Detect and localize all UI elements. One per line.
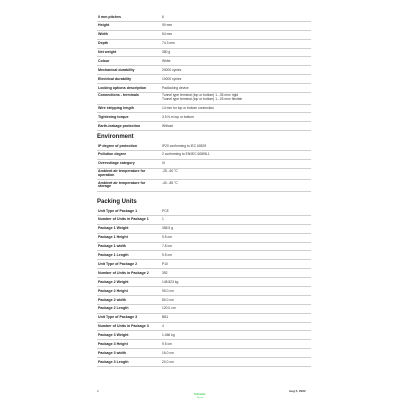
spec-row <box>97 105 311 114</box>
spec-value: IP20 conforming to IEC 60529 <box>162 143 207 148</box>
spec-row <box>97 323 311 332</box>
spec-value: 16.0 cm <box>162 350 174 355</box>
spec-value: 358.5 g <box>162 226 173 231</box>
spec-label: Ambient air temperature for operation <box>98 169 146 177</box>
schneider-logo-icon <box>194 391 212 399</box>
packing-units-heading: Packing Units <box>97 199 137 205</box>
spec-row <box>97 142 311 151</box>
spec-label: Locking options description <box>98 85 147 90</box>
spec-label: Overvoltage category <box>98 161 135 166</box>
spec-row <box>97 349 311 358</box>
spec-row <box>97 234 311 243</box>
spec-value: 9.5 cm <box>162 235 172 240</box>
spec-label: Wire stripping length <box>98 106 134 111</box>
spec-label: Package 3 Weight <box>98 333 129 338</box>
spec-row <box>97 314 311 323</box>
spec-row <box>97 40 311 49</box>
spec-label: Number of Units in Package 3 <box>98 324 149 329</box>
spec-label: Package 1 Height <box>98 235 128 240</box>
packing-units-table <box>97 207 311 367</box>
spec-row <box>97 57 311 66</box>
spec-row <box>97 340 311 349</box>
spec-value: 9.5 cm <box>162 341 172 346</box>
spec-label: Width <box>98 32 108 37</box>
spec-value: P10 <box>162 261 168 266</box>
spec-value: 148.823 kg <box>162 279 179 284</box>
spec-label: Package 2 width <box>98 297 126 302</box>
spec-label: Earth-leakage protection <box>98 123 141 128</box>
spec-value: Without <box>162 123 174 128</box>
spec-label: Pollution degree <box>98 152 127 157</box>
spec-label: Package 3 Length <box>98 359 129 364</box>
spec-row <box>97 31 311 40</box>
spec-row <box>97 84 311 93</box>
spec-value: BB1 <box>162 315 169 320</box>
spec-label: 0 mm pitches <box>98 14 121 19</box>
spec-label: Number of Units in Package 2 <box>98 270 149 275</box>
spec-label: Unit Type of Package 2 <box>98 261 138 266</box>
spec-label: Depth <box>98 41 109 46</box>
spec-row <box>97 287 311 296</box>
spec-label: Unit Type of Package 1 <box>98 208 138 213</box>
environment-table <box>97 142 311 192</box>
spec-label: Package 1 Length <box>98 253 129 258</box>
spec-row <box>97 207 311 216</box>
spec-label: Colour <box>98 59 110 64</box>
spec-label: Unit Type of Package 3 <box>98 315 138 320</box>
spec-label: Package 1 width <box>98 244 126 249</box>
document-date: Aug 5, 2022 <box>289 389 306 393</box>
spec-value: PCE <box>162 208 169 213</box>
spec-value: 1 <box>162 217 164 222</box>
spec-value: III <box>162 161 165 166</box>
spec-value: 120.0 cm <box>162 306 176 311</box>
spec-row <box>97 331 311 340</box>
spec-value: 20.0 cm <box>162 359 174 364</box>
spec-row <box>97 358 311 367</box>
spec-row <box>97 243 311 252</box>
specifications-table <box>97 13 311 131</box>
spec-label: Mechanical durability <box>98 67 135 72</box>
spec-row <box>97 260 311 269</box>
spec-value: 14 mm for top or bottom connection <box>162 106 215 111</box>
spec-value: 80.0 cm <box>162 297 174 302</box>
svg-text:Schneider: Schneider <box>194 393 206 397</box>
spec-value: 54 mm <box>162 32 173 37</box>
svg-text:Electric: Electric <box>197 396 204 399</box>
spec-row <box>97 305 311 314</box>
spec-value: 6 <box>162 14 164 19</box>
spec-row <box>97 113 311 122</box>
spec-value: 3.5 N.m top or bottom <box>162 115 194 119</box>
spec-row <box>97 278 311 287</box>
spec-value: 1.466 kg <box>162 333 175 338</box>
spec-row <box>97 22 311 31</box>
spec-row <box>97 269 311 278</box>
spec-label: Height <box>98 23 110 28</box>
spec-row <box>97 49 311 58</box>
spec-value: Padlocking device <box>162 85 189 90</box>
spec-row <box>97 251 311 260</box>
spec-label: Package 2 Weight <box>98 279 129 284</box>
spec-value: 392 <box>162 270 168 275</box>
spec-value: 2 conforming to EN/IEC 60898-1 <box>162 152 210 157</box>
spec-row <box>97 180 311 192</box>
spec-row <box>97 75 311 84</box>
spec-value: 10000 cycles <box>162 76 182 81</box>
spec-row <box>97 66 311 75</box>
spec-label: Number of Units in Package 1 <box>98 217 149 222</box>
spec-label: IP degree of protection <box>98 143 138 148</box>
spec-label: Connections - terminals <box>98 93 139 98</box>
spec-row <box>97 122 311 131</box>
spec-value: 7.8 cm <box>162 244 172 249</box>
spec-value: 9.5 cm <box>162 253 172 258</box>
spec-row <box>97 225 311 234</box>
spec-row <box>97 93 311 105</box>
spec-label: Package 3 Height <box>98 341 128 346</box>
spec-value: 90 mm <box>162 23 173 28</box>
spec-value: -25...60 °C <box>162 169 178 174</box>
spec-row <box>97 151 311 160</box>
spec-label: Package 3 width <box>98 350 126 355</box>
spec-row <box>97 13 311 22</box>
spec-value: 74.3 mm <box>162 41 175 46</box>
spec-row <box>97 216 311 225</box>
spec-value: -40...85 °C <box>162 180 178 185</box>
spec-value: 20000 cycles <box>162 67 182 72</box>
spec-label: Package 2 Length <box>98 306 129 311</box>
spec-value: 380 g <box>162 50 171 55</box>
spec-value: 95.0 cm <box>162 288 174 293</box>
spec-value: White <box>162 59 171 64</box>
spec-label: Ambient air temperature for storage <box>98 180 146 189</box>
spec-value: Tunnel type terminal (top or bottom) 1...35 mm² rigid Tunnel type terminal (top or bottom) 1...25 mm² flexible <box>162 93 243 102</box>
spec-value: 4 <box>162 324 164 329</box>
spec-row <box>97 169 311 181</box>
spec-label: Tightening torque <box>98 115 129 119</box>
spec-row <box>97 160 311 169</box>
spec-row <box>97 296 311 305</box>
spec-label: Electrical durability <box>98 76 132 81</box>
spec-label: Net weight <box>98 50 117 55</box>
page-number: 2 <box>97 389 99 393</box>
spec-label: Package 1 Weight <box>98 226 129 231</box>
schneider-logo <box>194 386 212 399</box>
spec-label: Package 2 Height <box>98 288 128 293</box>
environment-heading: Environment <box>97 134 134 140</box>
